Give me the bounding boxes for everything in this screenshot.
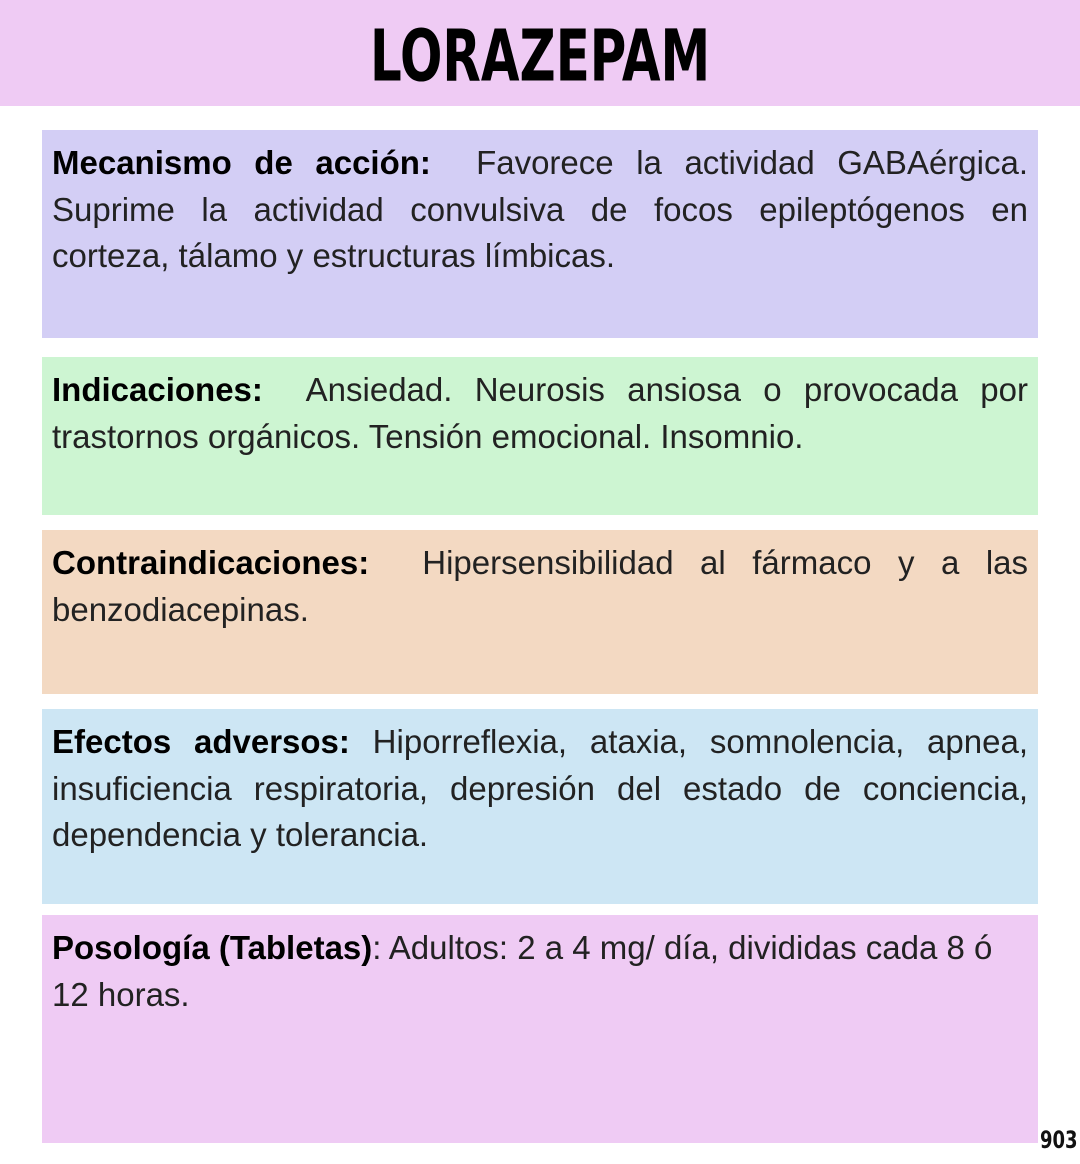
section-text: : Adultos: 2 a 4 mg/ día, divididas cada 8 ó 12 horas. <box>52 929 993 1013</box>
section-text: Hiporreflexia, ataxia, somnolencia, apnea, insuficiencia respiratoria, depresión del estado de conciencia, dependencia y tolerancia. <box>52 723 1028 853</box>
section-body <box>52 140 1028 280</box>
section-body <box>52 540 1028 633</box>
section-body <box>52 925 1028 1018</box>
section-label: Posología (Tabletas) <box>52 929 373 966</box>
section-label: Contraindicaciones: <box>52 544 370 581</box>
section-label: Efectos adversos: <box>52 723 350 760</box>
page-number: 903 <box>1040 1126 1078 1154</box>
section-text: Ansiedad. Neurosis ansiosa o provocada por trastornos orgánicos. Tensión emocional. Insomnio. <box>52 371 1028 455</box>
section-indicaciones <box>42 357 1038 515</box>
section-body <box>52 719 1028 859</box>
title-banner <box>0 0 1080 106</box>
section-text: Hipersensibilidad al fármaco y a las benzodiacepinas. <box>52 544 1028 628</box>
section-label: Indicaciones: <box>52 371 263 408</box>
section-label: Mecanismo de acción: <box>52 144 431 181</box>
section-posologia <box>42 915 1038 1143</box>
section-body <box>52 367 1028 460</box>
section-contraindicaciones <box>42 530 1038 694</box>
section-text: Favorece la actividad GABAérgica. Suprime la actividad convulsiva de focos epileptógenos en corteza, tálamo y estructuras límbicas. <box>52 144 1029 274</box>
section-efectos-adversos <box>42 709 1038 904</box>
section-mecanismo-de-accion <box>42 130 1038 338</box>
page-title: LORAZEPAM <box>369 15 711 99</box>
